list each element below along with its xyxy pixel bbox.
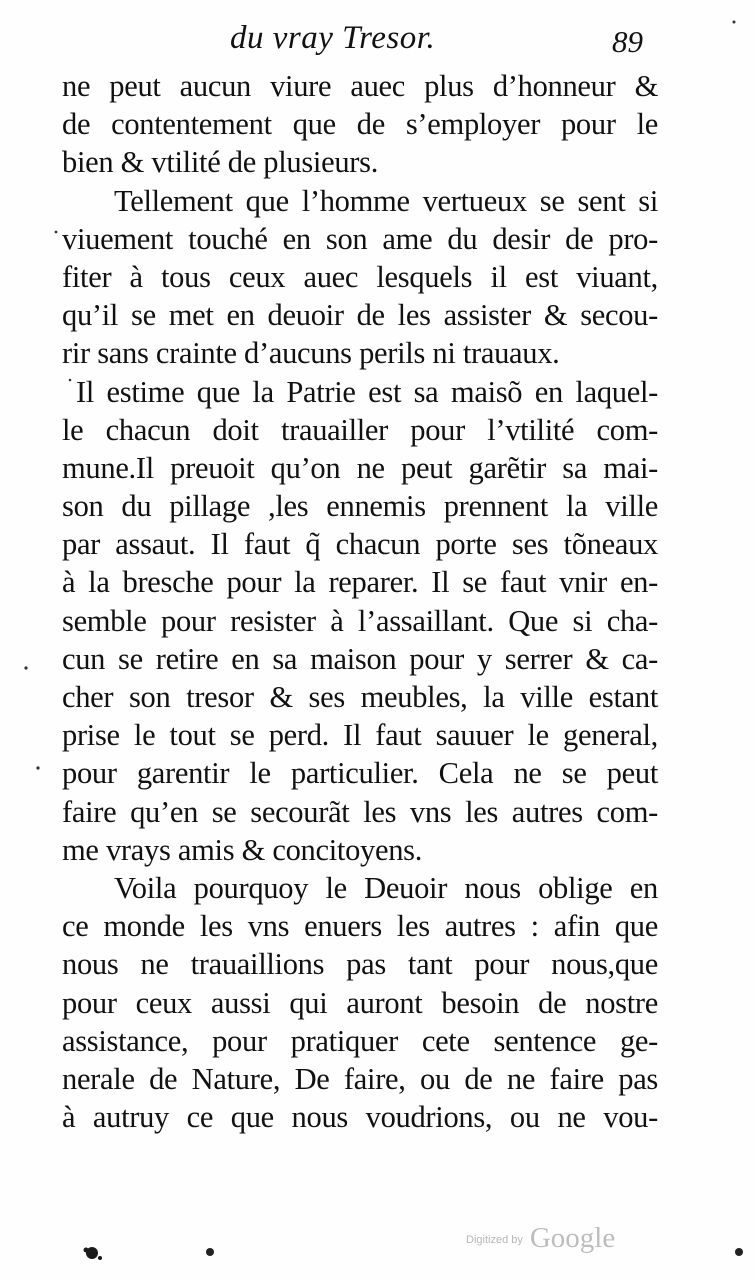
text-line: ne peut aucun viure auec plus d’honneur & xyxy=(62,69,658,103)
ink-speck xyxy=(98,1256,102,1260)
page-number: 89 xyxy=(612,24,643,59)
text-line: bien & vtilité de plusieurs. xyxy=(62,145,379,180)
watermark-prefix: Digitized by xyxy=(466,1234,523,1246)
text-line: à autruy ce que nous voudrions, ou ne vou- xyxy=(62,1100,658,1135)
ink-speck xyxy=(735,1248,743,1256)
text-line: de contentement que de s’employer pour le xyxy=(62,107,658,142)
paragraph-start-line: Il estime que la Patrie est sa maisõ en laquel- xyxy=(76,374,658,409)
text-line: cher son tresor & ses meubles, la ville estant xyxy=(62,680,658,714)
ink-speck xyxy=(86,1247,98,1259)
text-line: assistance, pour pratiquer cete sentence ge- xyxy=(62,1023,658,1058)
paragraph-start-line: Voila pourquoy le Deuoir nous oblige en xyxy=(114,870,658,905)
text-line: pour garentir le particulier. Cela ne se peut xyxy=(62,756,658,791)
paragraph-start-line: Tellement que l’homme vertueux se sent si xyxy=(114,183,658,218)
text-line: prise le tout se perd. Il faut sauuer le general, xyxy=(62,718,658,753)
text-line: pour ceux aussi qui auront besoin de nostre xyxy=(62,985,658,1020)
text-line: ce monde les vns enuers les autres : afin que xyxy=(62,909,658,944)
text-line: mune.Il preuoit qu’on ne peut garẽtir sa mai- xyxy=(62,450,658,485)
text-line: son du pillage ,les ennemis prennent la ville xyxy=(62,489,658,524)
ink-speck xyxy=(24,666,27,669)
ink-speck xyxy=(84,1248,89,1253)
digitized-watermark xyxy=(466,1222,615,1255)
text-line: viuement touché en son ame du desir de pro- xyxy=(62,221,658,256)
ink-speck xyxy=(55,231,58,234)
ink-speck xyxy=(733,21,736,24)
ink-speck xyxy=(206,1248,214,1256)
text-line: fiter à tous ceux auec lesquels il est viuant, xyxy=(62,259,658,294)
text-line: nerale de Nature, De faire, ou de ne faire pas xyxy=(62,1061,658,1096)
google-logo-text: Google xyxy=(529,1222,616,1254)
text-line: nous ne trauaillions pas tant pour nous,que xyxy=(62,947,658,982)
ink-speck xyxy=(36,766,39,769)
text-line: rir sans crainte d’aucuns perils ni trauaux. xyxy=(62,336,560,371)
running-head: du vray Tresor. xyxy=(230,20,436,56)
text-line: par assaut. Il faut q̃ chacun porte ses tõneaux xyxy=(62,527,658,562)
body-text xyxy=(62,67,658,1136)
text-line: faire qu’en se secourãt les vns les autres com- xyxy=(62,794,658,829)
text-line: à la bresche pour la reparer. Il se faut vnir en- xyxy=(62,565,658,600)
text-line: me vrays amis & concitoyens. xyxy=(62,832,423,867)
text-line: semble pour resister à l’assaillant. Que si cha- xyxy=(62,603,658,638)
text-line: qu’il se met en deuoir de les assister & secou- xyxy=(62,298,658,333)
text-line: le chacun doit trauailler pour l’vtilité com- xyxy=(62,412,658,447)
text-line: cun se retire en sa maison pour y serrer & ca- xyxy=(62,641,658,676)
